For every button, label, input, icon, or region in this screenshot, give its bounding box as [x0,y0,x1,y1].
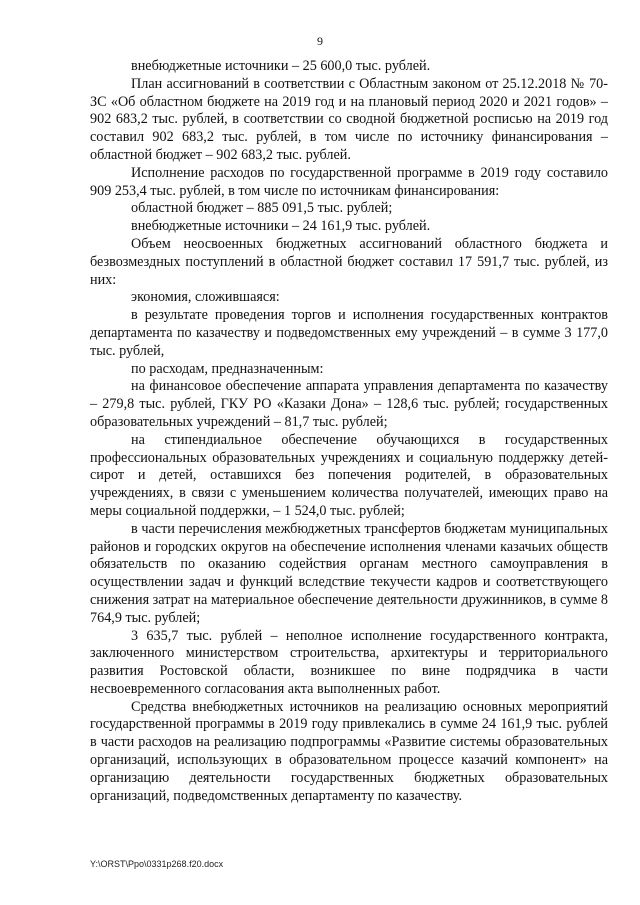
paragraph-offbudget-executed: внебюджетные источники – 24 161,9 тыс. рублей. [131,218,431,235]
paragraph-expenses-intended: по расходам, предназначенным: [131,360,324,377]
paragraph-regional-budget: областной бюджет – 885 091,5 тыс. рублей; [131,200,393,217]
paragraph-tenders: в результате проведения торгов и исполнения государственных контрактов департамента по казачеству и подведомственных ему учреждений – в сумме 3 177,0 тыс. рублей, [90,307,608,359]
paragraph-apparatus: на финансовое обеспечение аппарата управления департамента по казачеству – 279,8 тыс. рублей, ГКУ РО «Казаки Дона» – 128,6 тыс. рублей; государственных образовательных учреждений – 81,7 тыс. рублей; [90,378,608,430]
paragraph-execution: Исполнение расходов по государственной программе в 2019 году составило 909 253,4 тыс. рублей, в том числе по источникам финансирования: [90,164,608,199]
paragraph-allocation-plan: План ассигнований в соответствии с Областным законом от 25.12.2018 № 70-ЗС «Об областном бюджете на 2019 год и на плановый период 2020 и 2021 годов» – 902 683,2 тыс. рублей, в соответствии со сводной бюджетной росписью на 2019 год составил 902 683,2 тыс. рублей, в том числе по источнику финансирования – областной бюджет – 902 683,2 тыс. рублей. [90,75,608,163]
paragraph-savings: экономия, сложившаяся: [131,289,280,306]
paragraph-stipends: на стипендиальное обеспечение обучающихся в государственных профессиональных образовательных учреждениях и социальную поддержку детей-сирот и детей, оставшихся без попечения родителей, в образовательных учреждениях, в связи с уменьшением количества получателей, имеющих право на меры социальной поддержки, – 1 524,0 тыс. рублей; [90,431,608,519]
paragraph-offbudget-plan: внебюджетные источники – 25 600,0 тыс. рублей. [131,58,431,74]
paragraph-unused-allocations: Объем неосвоенных бюджетных ассигнований областного бюджета и безвозмездных поступлений в областной бюджет составил 17 591,7 тыс. рублей, из них: [90,235,608,288]
paragraph-transfers: в части перечисления межбюджетных трансфертов бюджетам муниципальных районов и городских округов на обеспечение исполнения членами казачьих обществ обязательств по оказанию содействия органам местного самоуправления в осуществлении задач и функций вследствие текучести кадров и соответствующего снижения затрат на материальное обеспечение деятельности дружинников, в сумме 8 764,9 тыс. рублей; [90,520,608,626]
paragraph-contract: 3 635,7 тыс. рублей – неполное исполнение государственного контракта, заключенного министерством строительства, архитектуры и территориального развития Ростовской области, возникшее по вине подрядчика в части несвоевременного согласования акта выполненных работ. [90,627,608,697]
paragraph-offbudget-sources: Средства внебюджетных источников на реализацию основных мероприятий государственной программы в 2019 году привлекались в сумме 24 161,9 тыс. рублей в части расходов на реализацию подпрограммы «Развитие системы образовательных организаций, использующих в образовательном процессе казачий компонент» на организацию деятельности государственных бюджетных образовательных организаций, подведомственных департаменту по казачеству. [90,698,608,804]
page-number: 9 [317,34,323,48]
document-body [90,58,608,805]
footer-file-path: Y:\ORST\Ppo\0331p268.f20.docx [90,859,224,869]
